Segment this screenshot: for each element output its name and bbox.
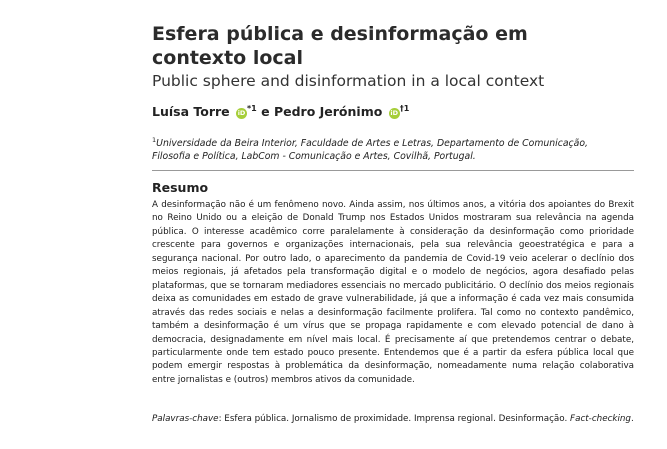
- orcid-icon[interactable]: iD: [390, 109, 398, 117]
- paper-title: Esfera pública e desinformação em contexto local: [152, 23, 528, 69]
- affiliation-marker: 1: [152, 136, 157, 144]
- paper-subtitle: Public sphere and disinformation in a local context: [152, 72, 545, 90]
- author-name[interactable]: Luísa Torre: [152, 104, 230, 119]
- author-marks: †1: [399, 104, 410, 113]
- author-marks: *1: [247, 104, 257, 113]
- author-line: [152, 101, 632, 120]
- section-divider: [152, 170, 634, 171]
- keywords-line: [152, 413, 634, 426]
- author-name[interactable]: Pedro Jerónimo: [273, 104, 383, 119]
- keywords-end: .: [631, 414, 634, 424]
- keywords-label: Palavras-chave: [152, 414, 219, 424]
- orcid-icon[interactable]: iD: [237, 109, 246, 117]
- keywords-text: : Esfera pública. Jornalismo de proximidade. Imprensa regional. Desinformação.: [218, 414, 571, 424]
- author-connector: e: [261, 104, 270, 119]
- keywords-italic-term: Fact-checking: [570, 414, 631, 424]
- abstract-body: A desinformação não é um fenômeno novo. Ainda assim, nos últimos anos, a vitória dos apoiantes do Brexit no Reino Unido ou a eleição de Donald Trump nos Estados Unidos mostraram sua relevância na agenda pública. O interesse acadêmico corre paralelamente à consideração da desinformação como prioridade crescente para governos e organizações internacionais, pela sua relevância geoestratégica e para a segurança nacional. Por outro lado, o aparecimento da pandemia de Covid-19 veio acelerar o declínio dos meios regionais, já afetados pela transformação digital e o modelo de negócios, agora desafiado pelas plataformas, que se tornaram mediadores essenciais no mercado publicitário. O declínio dos meios regionais deixa as comunidades em estado de grave vulnerabilidade, já que a informação é cada vez mais consumida através das redes sociais e nelas a desinformação facilmente prolifera. Tal como no contexto pandêmico, também a desinformação é um vírus que se propaga rapidamente e com elevado potencial de dano à democracia, designadamente em nível mais local. É precisamente aí que pretendemos centrar o debate, particularmente onde tem estado pouco presente. Entendemos que é a partir da esfera pública local que podem emergir respostas à problemática da desinformação, nomeadamente numa relação colaborativa entre jornalistas e (outros) membros ativos da comunidade.: [152, 200, 634, 385]
- affiliation-text: Universidade da Beira Interior, Faculdade de Artes e Letras, Departamento de Comunicação, Filosofia e Política, LabCom - Comunicação e Artes, Covilhã, Portugal.: [152, 138, 589, 162]
- affiliation: [152, 134, 622, 163]
- abstract-heading: Resumo: [152, 180, 209, 195]
